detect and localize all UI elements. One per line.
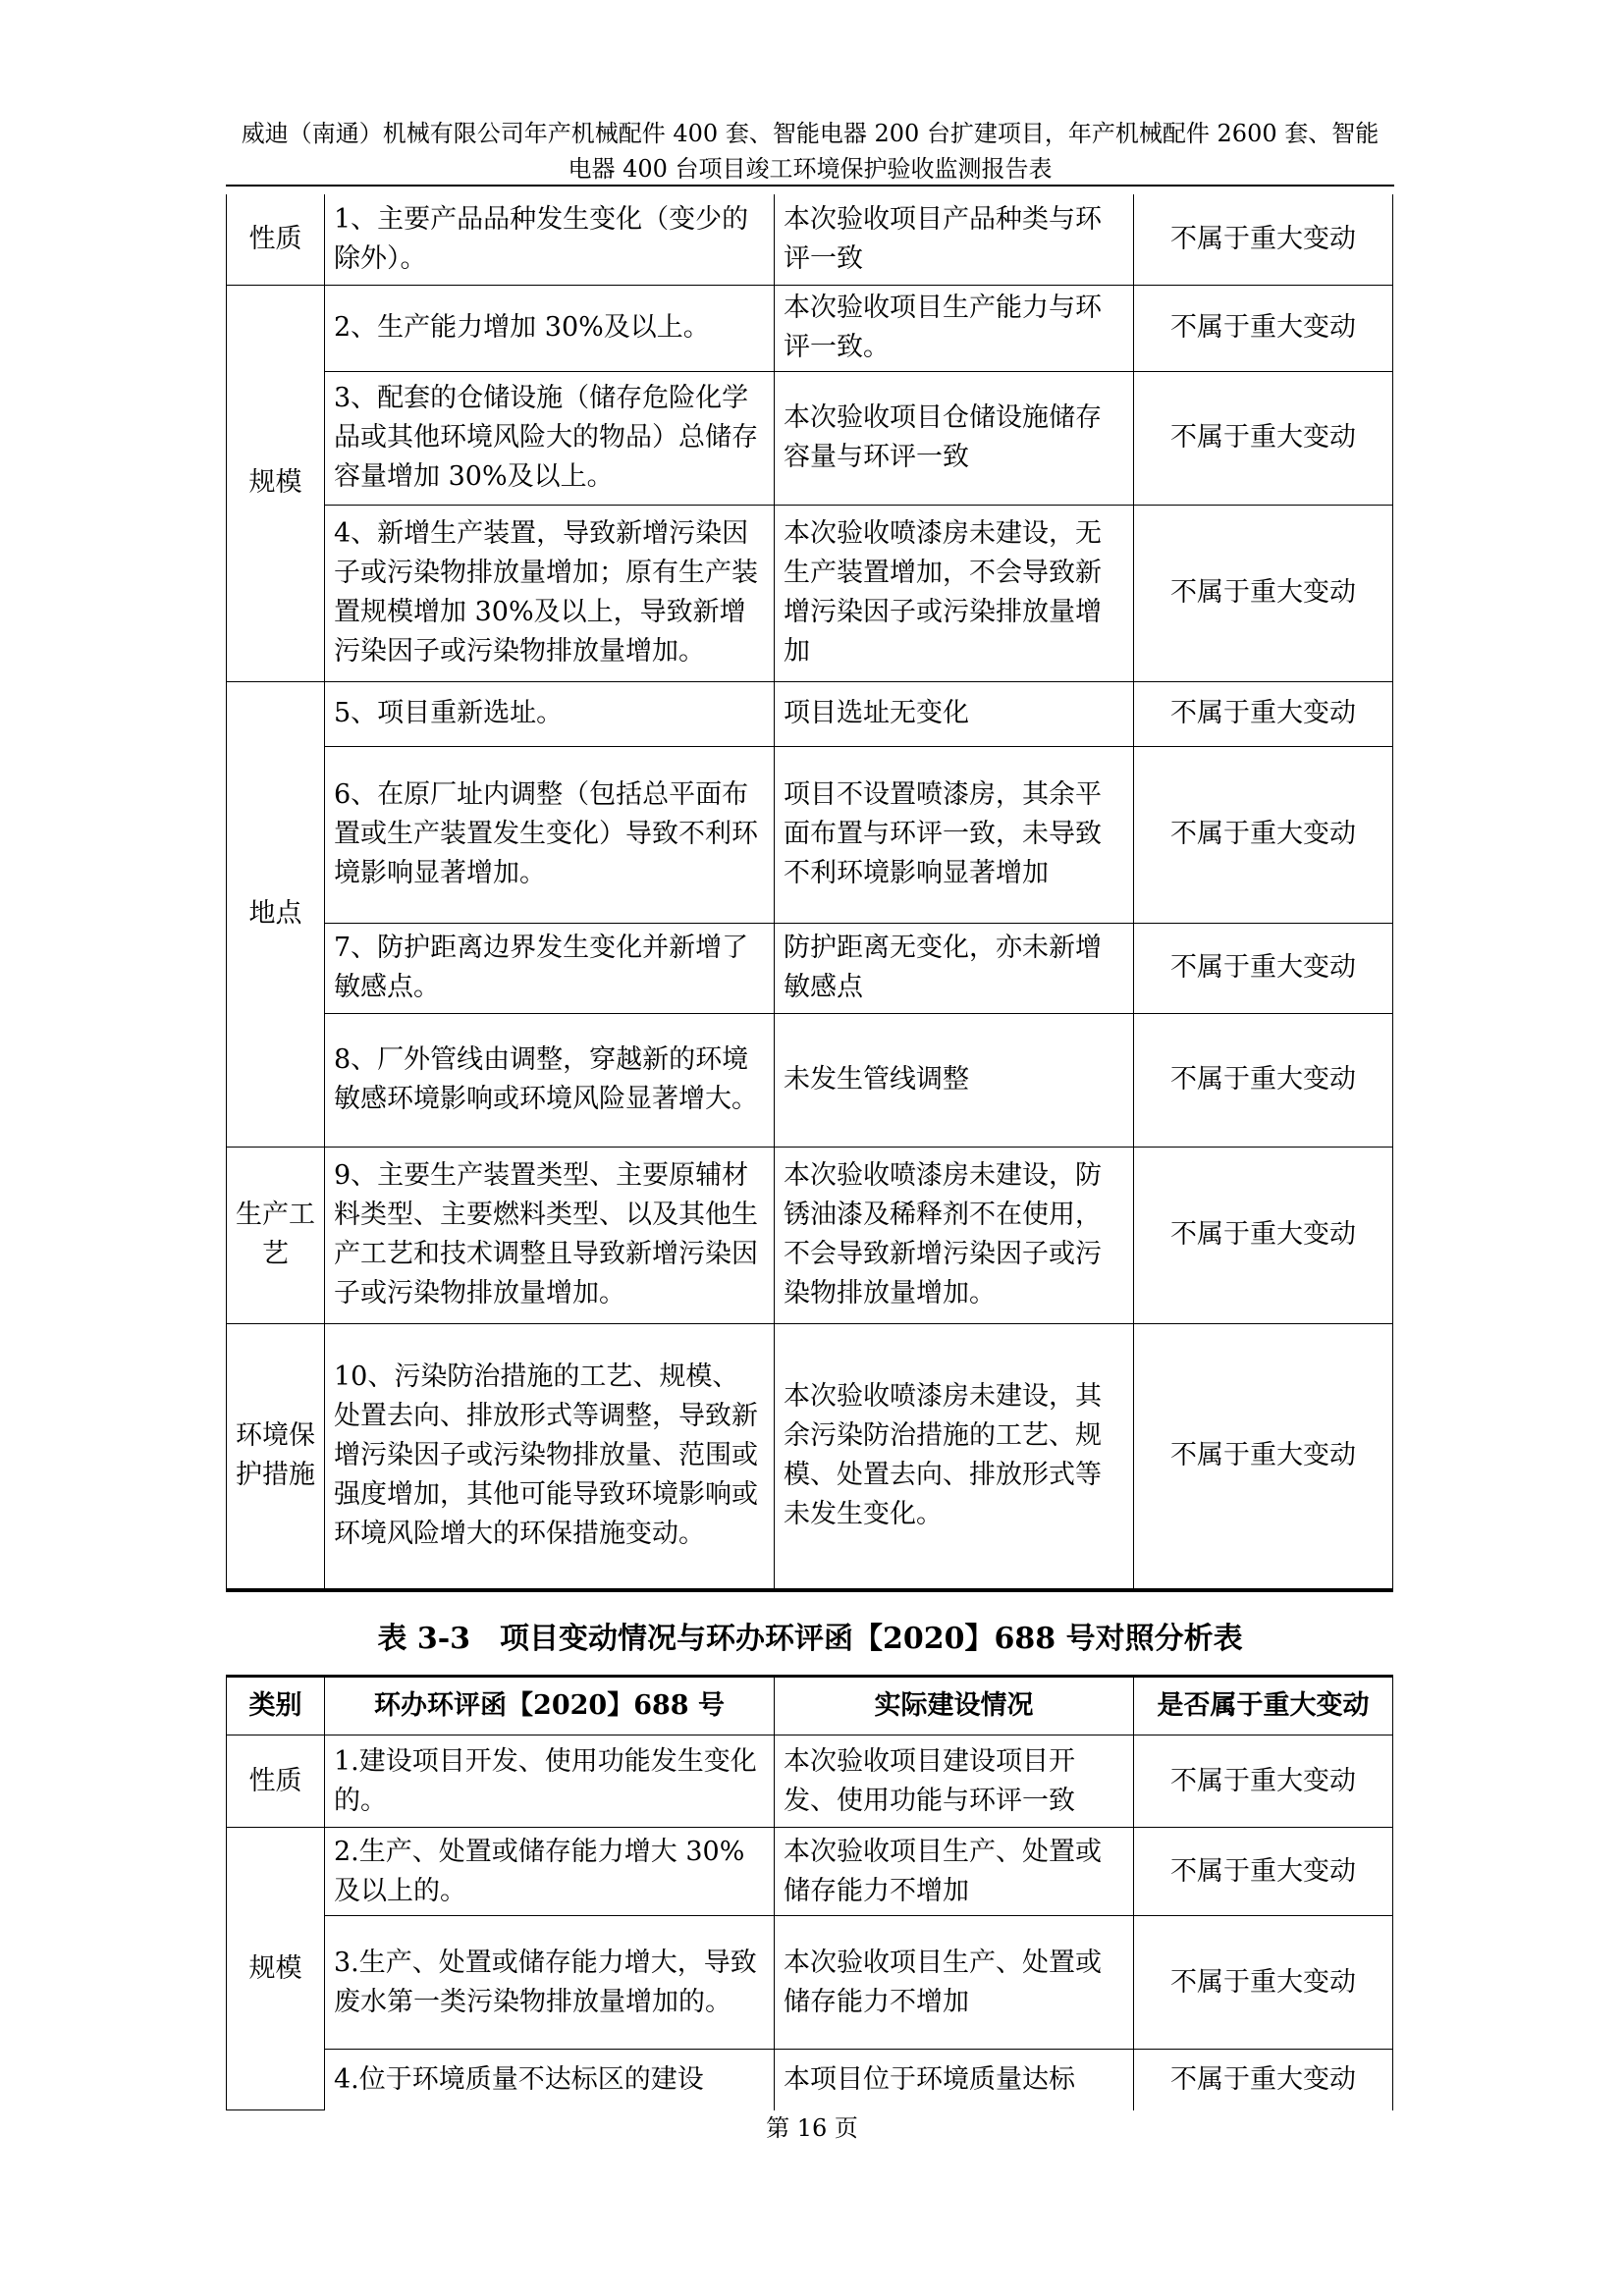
- criterion-cell: 3、配套的仓储设施（储存危险化学品或其他环境风险大的物品）总储存容量增加 30%及以上。: [325, 371, 775, 505]
- criterion-cell: 7、防护距离边界发生变化并新增了敏感点。: [325, 923, 775, 1013]
- category-cell: 环境保护措施: [227, 1323, 325, 1590]
- criterion-cell: 4.位于环境质量不达标区的建设: [325, 2050, 775, 2110]
- actual-cell: 本次验收项目产品种类与环评一致: [775, 194, 1134, 285]
- criterion-cell: 6、在原厂址内调整（包括总平面布置或生产装置发生变化）导致不利环境影响显著增加。: [325, 746, 775, 923]
- category-cell: 规模: [227, 285, 325, 681]
- actual-cell: 防护距离无变化，亦未新增敏感点: [775, 923, 1134, 1013]
- table-row: [227, 371, 1393, 505]
- result-cell: 不属于重大变动: [1134, 1916, 1393, 2050]
- header-rule: [226, 185, 1394, 187]
- table-row: [227, 1916, 1393, 2050]
- result-cell: 不属于重大变动: [1134, 505, 1393, 681]
- actual-cell: 本次验收项目仓储设施储存容量与环评一致: [775, 371, 1134, 505]
- result-cell: 不属于重大变动: [1134, 285, 1393, 371]
- header-criterion: 环办环评函【2020】688 号: [325, 1677, 775, 1735]
- criterion-cell: 5、项目重新选址。: [325, 681, 775, 746]
- criterion-cell: 1、主要产品品种发生变化（变少的除外）。: [325, 194, 775, 285]
- actual-cell: 本项目位于环境质量达标: [775, 2050, 1134, 2110]
- table-3-3-title: 表 3-3 项目变动情况与环办环评函【2020】688 号对照分析表: [377, 1622, 1243, 1656]
- actual-cell: 本次验收项目生产、处置或储存能力不增加: [775, 1916, 1134, 2050]
- category-cell: 生产工艺: [227, 1147, 325, 1323]
- header-category: 类别: [227, 1677, 325, 1735]
- table-row: [227, 505, 1393, 681]
- actual-cell: 项目选址无变化: [775, 681, 1134, 746]
- criterion-cell: 9、主要生产装置类型、主要原辅材料类型、主要燃料类型、以及其他生产工艺和技术调整且导致新增污染因子或污染物排放量增加。: [325, 1147, 775, 1323]
- actual-cell: 本次验收项目生产、处置或储存能力不增加: [775, 1828, 1134, 1916]
- actual-cell: 项目不设置喷漆房，其余平面布置与环评一致，未导致不利环境影响显著增加: [775, 746, 1134, 923]
- result-cell: 不属于重大变动: [1134, 1828, 1393, 1916]
- table-row: [227, 1828, 1393, 1916]
- result-cell: 不属于重大变动: [1134, 194, 1393, 285]
- header-actual: 实际建设情况: [775, 1677, 1134, 1735]
- table-row: [227, 1735, 1393, 1828]
- result-cell: 不属于重大变动: [1134, 681, 1393, 746]
- actual-cell: 本次验收喷漆房未建设，无生产装置增加，不会导致新增污染因子或污染排放量增加: [775, 505, 1134, 681]
- table-row: [227, 1147, 1393, 1323]
- table-row: [227, 194, 1393, 285]
- table-row: [227, 746, 1393, 923]
- criterion-cell: 2、生产能力增加 30%及以上。: [325, 285, 775, 371]
- table-row: [227, 2050, 1393, 2110]
- header-line-2: 电器 400 台项目竣工环境保护验收监测报告表: [568, 155, 1053, 183]
- actual-cell: 本次验收项目生产能力与环评一致。: [775, 285, 1134, 371]
- category-cell: 地点: [227, 681, 325, 1147]
- criterion-cell: 3.生产、处置或储存能力增大，导致废水第一类污染物排放量增加的。: [325, 1916, 775, 2050]
- table-row: [227, 1323, 1393, 1590]
- table-row: [227, 923, 1393, 1013]
- table-row: [227, 1013, 1393, 1147]
- header-result: 是否属于重大变动: [1134, 1677, 1393, 1735]
- result-cell: 不属于重大变动: [1134, 1735, 1393, 1828]
- category-cell: 性质: [227, 1735, 325, 1828]
- criterion-cell: 10、污染防治措施的工艺、规模、处置去向、排放形式等调整，导致新增污染因子或污染物排放量、范围或强度增加，其他可能导致环境影响或环境风险增大的环保措施变动。: [325, 1323, 775, 1590]
- actual-cell: 未发生管线调整: [775, 1013, 1134, 1147]
- change-analysis-table-3-3: [226, 1675, 1393, 2110]
- table-row: [227, 285, 1393, 371]
- result-cell: 不属于重大变动: [1134, 2050, 1393, 2110]
- result-cell: 不属于重大变动: [1134, 746, 1393, 923]
- category-cell: 规模: [227, 1828, 325, 2110]
- result-cell: 不属于重大变动: [1134, 1147, 1393, 1323]
- result-cell: 不属于重大变动: [1134, 371, 1393, 505]
- page-number: 第 16 页: [766, 2114, 858, 2142]
- result-cell: 不属于重大变动: [1134, 923, 1393, 1013]
- result-cell: 不属于重大变动: [1134, 1323, 1393, 1590]
- actual-cell: 本次验收项目建设项目开发、使用功能与环评一致: [775, 1735, 1134, 1828]
- header-line-1: 威迪（南通）机械有限公司年产机械配件 400 套、智能电器 200 台扩建项目，年产机械配件 2600 套、智能: [241, 120, 1380, 147]
- actual-cell: 本次验收喷漆房未建设，其余污染防治措施的工艺、规模、处置去向、排放形式等未发生变化。: [775, 1323, 1134, 1590]
- table-header-row: [227, 1677, 1393, 1735]
- criterion-cell: 1.建设项目开发、使用功能发生变化的。: [325, 1735, 775, 1828]
- category-cell: 性质: [227, 194, 325, 285]
- result-cell: 不属于重大变动: [1134, 1013, 1393, 1147]
- criterion-cell: 8、厂外管线由调整，穿越新的环境敏感环境影响或环境风险显著增大。: [325, 1013, 775, 1147]
- change-analysis-table-1: [226, 194, 1393, 1592]
- document-header: [226, 116, 1394, 187]
- criterion-cell: 2.生产、处置或储存能力增大 30%及以上的。: [325, 1828, 775, 1916]
- criterion-cell: 4、新增生产装置，导致新增污染因子或污染物排放量增加；原有生产装置规模增加 30%及以上，导致新增污染因子或污染物排放量增加。: [325, 505, 775, 681]
- table-row: [227, 681, 1393, 746]
- actual-cell: 本次验收喷漆房未建设，防锈油漆及稀释剂不在使用，不会导致新增污染因子或污染物排放量增加。: [775, 1147, 1134, 1323]
